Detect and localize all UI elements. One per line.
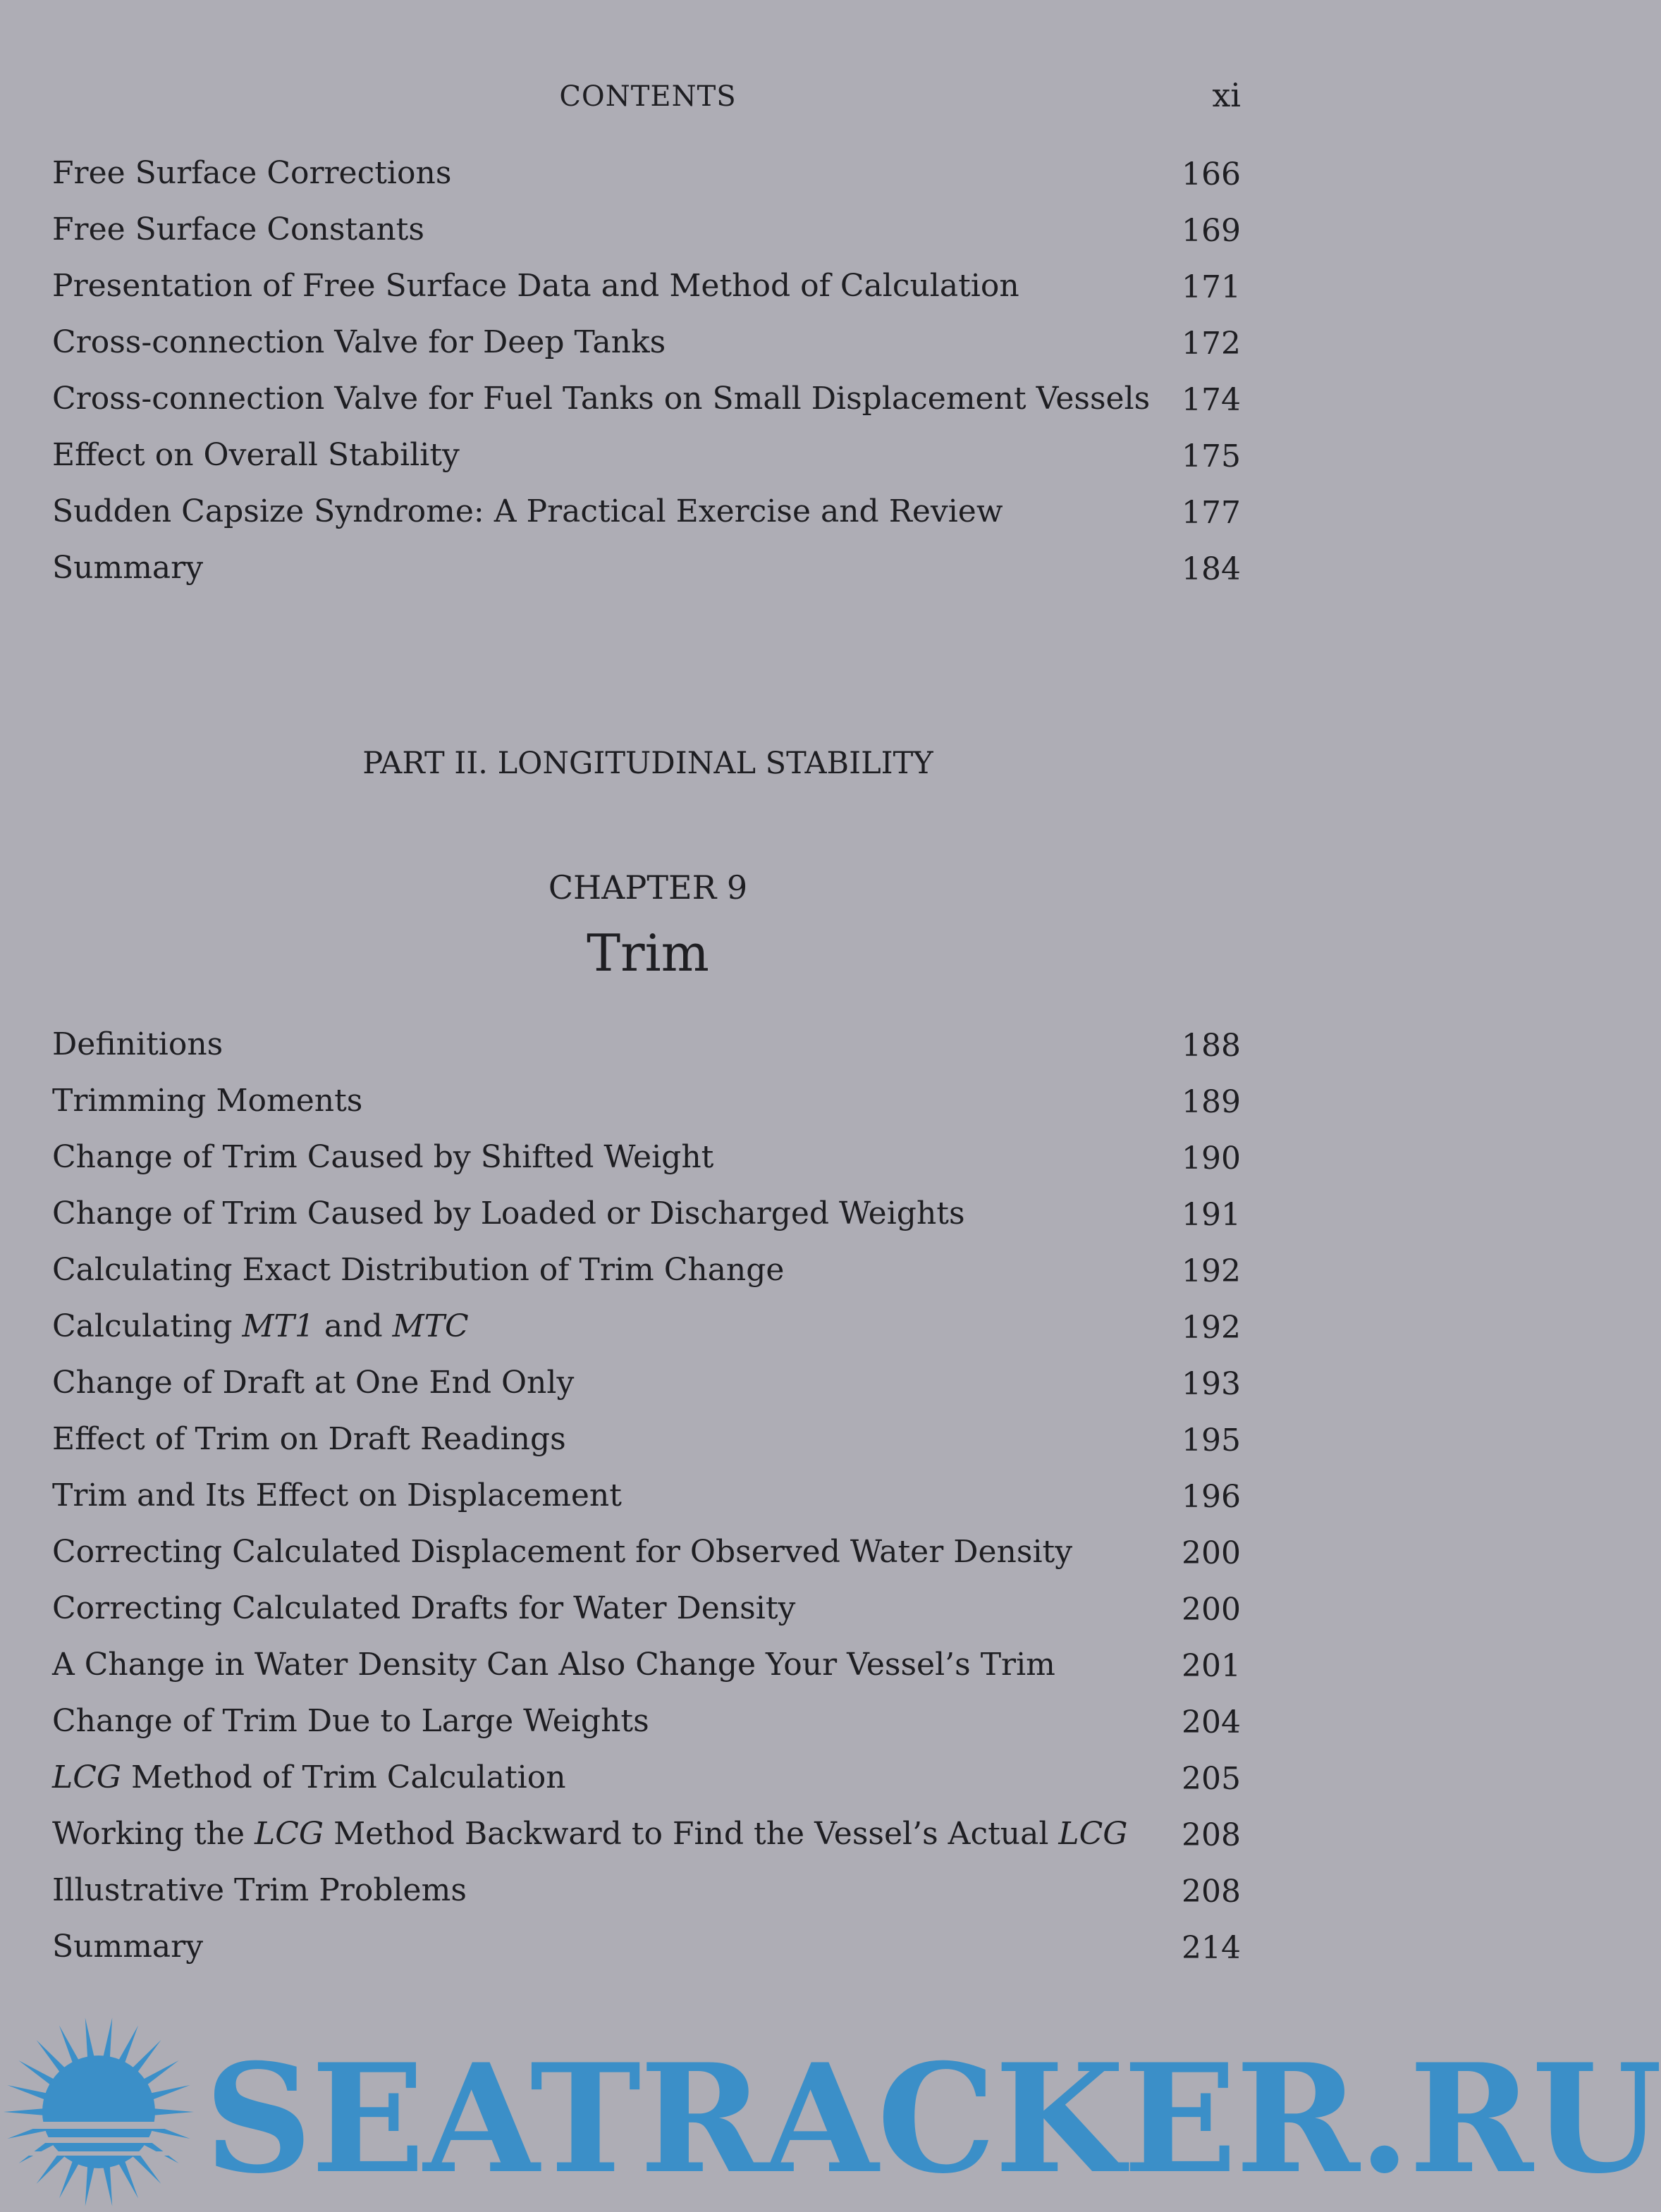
toc-entry (52, 1872, 1241, 1929)
toc-entry-title: Trimming Moments (52, 1083, 363, 1119)
toc-entry-page: 166 (1182, 156, 1241, 192)
toc-entry-page: 201 (1182, 1648, 1241, 1684)
toc-entry-page: 196 (1182, 1479, 1241, 1515)
toc-entry-page: 191 (1182, 1197, 1241, 1233)
toc-entry-title: LCG Method of Trim Calculation (52, 1759, 566, 1795)
toc-entry (52, 1365, 1241, 1421)
toc-entry (52, 1252, 1241, 1308)
toc-entry (52, 1647, 1241, 1703)
toc-entry-page: 172 (1182, 326, 1241, 362)
toc-entry (52, 1139, 1241, 1196)
page-number: xi (1212, 76, 1241, 114)
toc-entry-title: Working the LCG Method Backward to Find the Vessel’s Actual LCG (52, 1816, 1128, 1852)
toc-entry-title: Free Surface Constants (52, 211, 424, 247)
toc-entry-page: 174 (1182, 382, 1241, 418)
toc-entry-title: Change of Trim Caused by Loaded or Discharged Weights (52, 1196, 965, 1231)
toc-entry (52, 1196, 1241, 1252)
toc-entry-page: 169 (1182, 213, 1241, 249)
chapter-title: Trim (587, 923, 709, 983)
toc-entry-title: Trim and Its Effect on Displacement (52, 1477, 622, 1513)
toc-entry (52, 437, 1241, 493)
toc-entry-page: 204 (1182, 1704, 1241, 1740)
toc-entry-title: Calculating MT1 and MTC (52, 1308, 469, 1344)
toc-list-chapter-8 (52, 155, 1241, 606)
toc-entry-title: Definitions (52, 1026, 223, 1062)
toc-entry-title: Sudden Capsize Syndrome: A Practical Exercise and Review (52, 493, 1003, 529)
toc-list-chapter-9 (52, 1026, 1241, 1985)
toc-entry-page: 192 (1182, 1310, 1241, 1346)
sun-logo-icon (0, 2016, 204, 2212)
toc-entry (52, 1816, 1241, 1872)
toc-entry-title: Calculating Exact Distribution of Trim Change (52, 1252, 785, 1288)
part-title: PART II. LONGITUDINAL STABILITY (362, 746, 933, 781)
toc-entry-title: A Change in Water Density Can Also Change Your Vessel’s Trim (52, 1647, 1055, 1683)
toc-entry-page: 208 (1182, 1874, 1241, 1910)
toc-entry-page: 175 (1182, 438, 1241, 474)
toc-entry (52, 1590, 1241, 1647)
toc-entry-page: 177 (1182, 495, 1241, 531)
toc-entry (52, 1759, 1241, 1816)
toc-entry-title: Presentation of Free Surface Data and Method of Calculation (52, 268, 1019, 304)
toc-entry (52, 1083, 1241, 1139)
toc-entry-page: 188 (1182, 1028, 1241, 1064)
toc-entry (52, 1929, 1241, 1985)
toc-entry (52, 1477, 1241, 1534)
toc-entry-page: 190 (1182, 1141, 1241, 1176)
toc-entry-title: Correcting Calculated Drafts for Water Density (52, 1590, 796, 1626)
toc-entry-title: Cross-connection Valve for Fuel Tanks on Small Displacement Vessels (52, 381, 1151, 417)
toc-entry-title: Free Surface Corrections (52, 155, 452, 191)
toc-entry (52, 1026, 1241, 1083)
toc-entry-page: 208 (1182, 1817, 1241, 1853)
toc-entry-title: Illustrative Trim Problems (52, 1872, 467, 1908)
toc-entry (52, 1703, 1241, 1759)
toc-entry (52, 493, 1241, 550)
toc-entry-page: 200 (1182, 1592, 1241, 1628)
running-head (0, 76, 1335, 118)
toc-entry-title: Correcting Calculated Displacement for Observed Water Density (52, 1534, 1073, 1570)
toc-entry-page: 192 (1182, 1253, 1241, 1289)
toc-entry-title: Effect on Overall Stability (52, 437, 460, 473)
toc-entry-page: 193 (1182, 1366, 1241, 1402)
toc-entry (52, 324, 1241, 381)
toc-entry (52, 211, 1241, 268)
toc-entry (52, 268, 1241, 324)
toc-entry (52, 1308, 1241, 1365)
chapter-label: CHAPTER 9 (548, 868, 748, 907)
toc-entry (52, 381, 1241, 437)
toc-entry (52, 550, 1241, 606)
toc-entry-page: 195 (1182, 1423, 1241, 1458)
toc-entry-page: 214 (1182, 1930, 1241, 1966)
toc-entry-page: 184 (1182, 551, 1241, 587)
toc-entry-page: 200 (1182, 1535, 1241, 1571)
toc-entry (52, 1421, 1241, 1477)
toc-entry-page: 189 (1182, 1084, 1241, 1120)
toc-entry-title: Change of Draft at One End Only (52, 1365, 575, 1401)
watermark (0, 2016, 1661, 2212)
toc-entry-title: Summary (52, 550, 204, 586)
toc-entry-title: Change of Trim Due to Large Weights (52, 1703, 649, 1739)
toc-entry (52, 155, 1241, 211)
toc-entry-page: 205 (1182, 1761, 1241, 1797)
toc-entry-title: Change of Trim Caused by Shifted Weight (52, 1139, 714, 1175)
toc-entry-title: Effect of Trim on Draft Readings (52, 1421, 566, 1457)
toc-entry (52, 1534, 1241, 1590)
toc-entry-page: 171 (1182, 269, 1241, 305)
toc-entry-title: Cross-connection Valve for Deep Tanks (52, 324, 666, 360)
watermark-text: SEATRACKER.RU (204, 2031, 1661, 2206)
running-head-title: CONTENTS (559, 80, 737, 113)
toc-entry-title: Summary (52, 1929, 204, 1965)
